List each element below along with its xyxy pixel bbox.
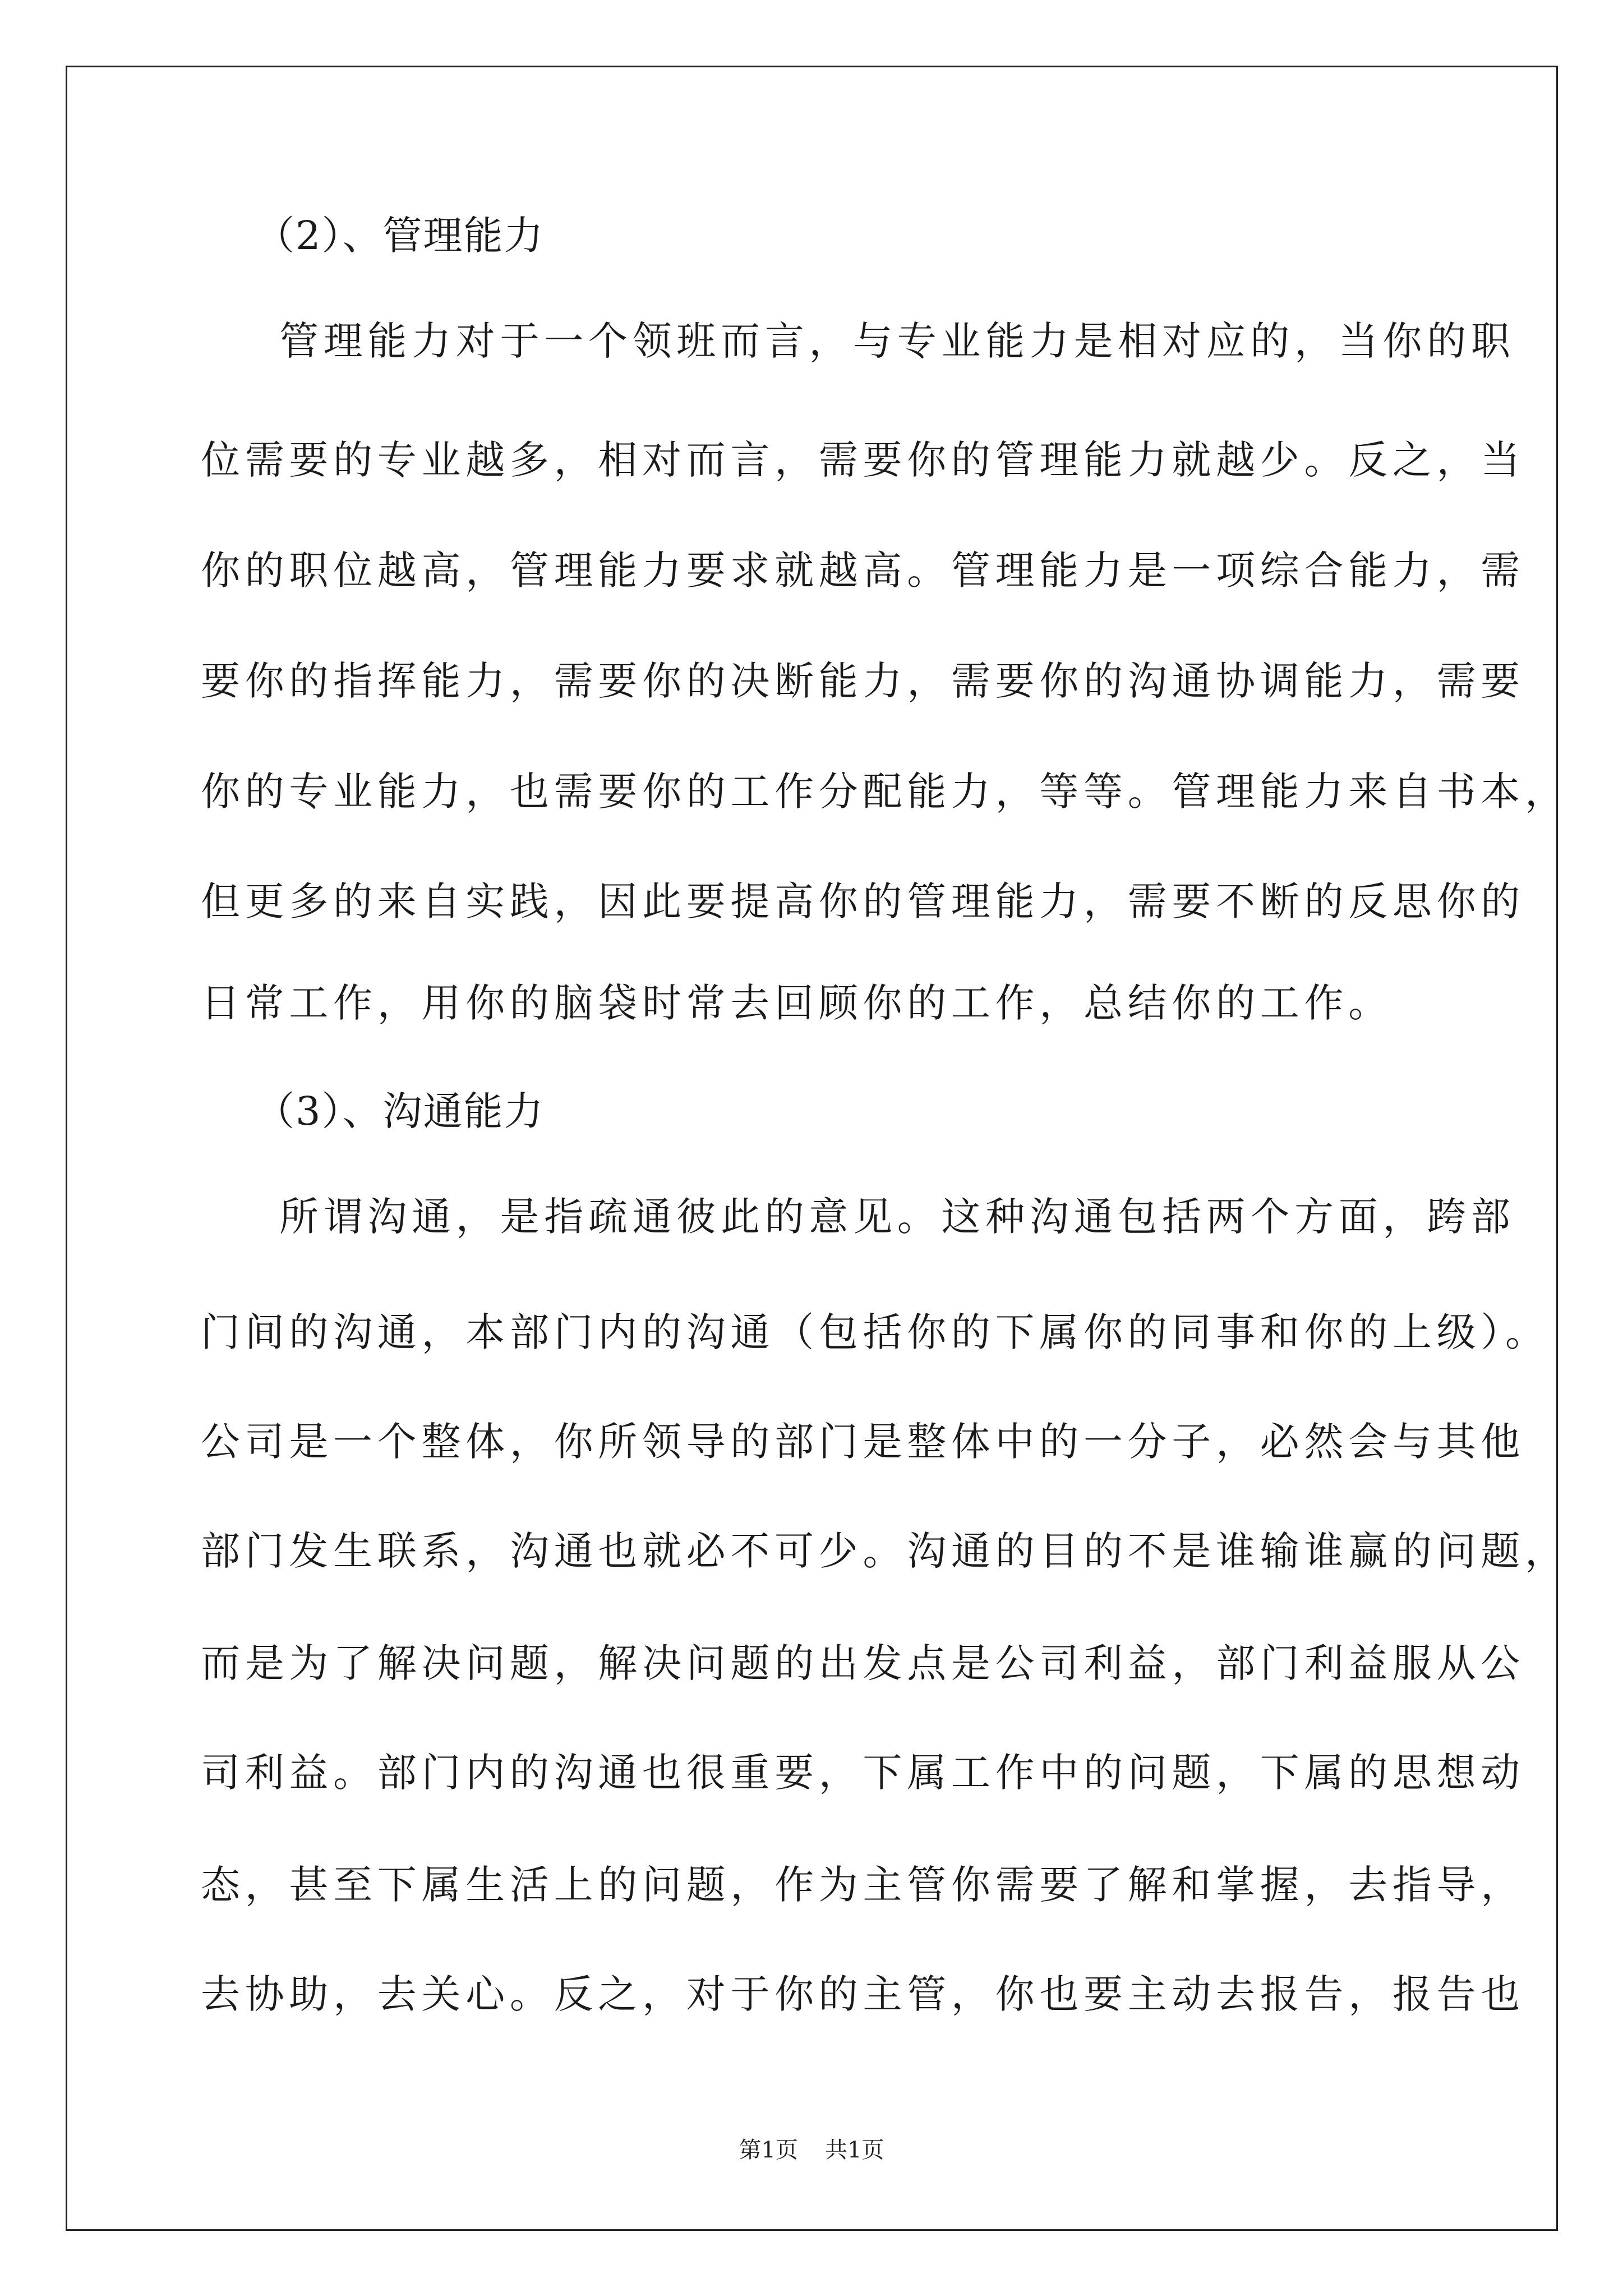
paragraph-line: 所谓沟通，是指疏通彼此的意见。这种沟通包括两个方面，跨部 <box>279 1194 1515 1240</box>
page-number: 第1页 <box>739 2137 798 2163</box>
paragraph-line: 态，甚至下属生活上的问题，作为主管你需要了解和掌握，去指导， <box>201 1862 1525 1908</box>
paragraph-line: 公司是一个整体，你所领导的部门是整体中的一分子，必然会与其他 <box>201 1419 1525 1465</box>
paragraph-line: 去协助，去关心。反之，对于你的主管，你也要主动去报告，报告也 <box>201 1971 1525 2017</box>
paragraph-line: 部门发生联系，沟通也就必不可少。沟通的目的不是谁输谁赢的问题， <box>201 1528 1569 1574</box>
paragraph-line: 管理能力对于一个领班而言，与专业能力是相对应的，当你的职 <box>279 318 1515 364</box>
paragraph-line: 但更多的来自实践，因此要提高你的管理能力，需要不断的反思你的 <box>201 878 1525 924</box>
section-2-heading: （2）、管理能力 <box>255 213 545 259</box>
paragraph-line: 位需要的专业越多，相对而言，需要你的管理能力就越少。反之，当 <box>201 437 1525 483</box>
page-footer <box>0 2136 1623 2164</box>
paragraph-line: 你的专业能力，也需要你的工作分配能力，等等。管理能力来自书本， <box>201 769 1569 815</box>
page-total: 共1页 <box>825 2137 884 2163</box>
paragraph-line: 而是为了解决问题，解决问题的出发点是公司利益，部门利益服从公 <box>201 1640 1525 1686</box>
section-3-heading: （3）、沟通能力 <box>255 1088 545 1134</box>
paragraph-line: 要你的指挥能力，需要你的决断能力，需要你的沟通协调能力，需要 <box>201 658 1525 704</box>
paragraph-line: 门间的沟通，本部门内的沟通（包括你的下属你的同事和你的上级）。 <box>201 1309 1550 1355</box>
paragraph-line: 司利益。部门内的沟通也很重要，下属工作中的问题，下属的思想动 <box>201 1750 1525 1796</box>
paragraph-line: 日常工作，用你的脑袋时常去回顾你的工作，总结你的工作。 <box>201 980 1393 1026</box>
paragraph-line: 你的职位越高，管理能力要求就越高。管理能力是一项综合能力，需 <box>201 547 1525 593</box>
